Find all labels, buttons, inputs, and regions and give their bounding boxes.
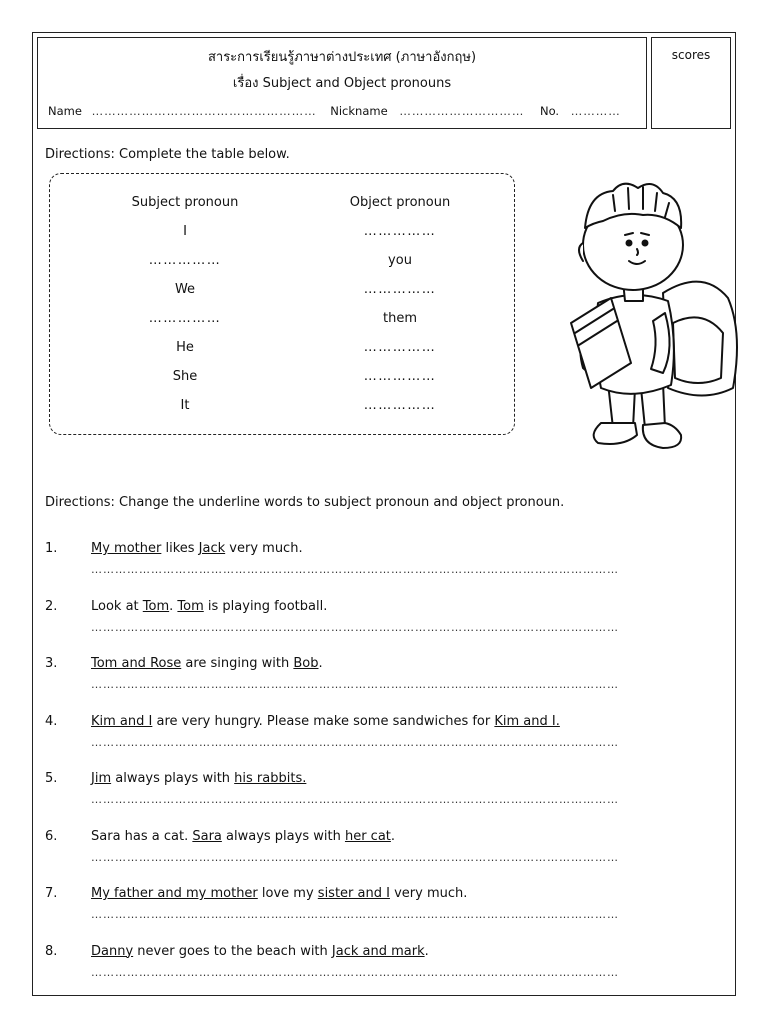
- sentence-fragment: never goes to the beach with: [133, 943, 332, 959]
- underlined-word: Sara: [192, 828, 222, 844]
- underlined-word: his rabbits.: [234, 771, 307, 786]
- question-text: [91, 656, 323, 671]
- object-cell[interactable]: ……………: [363, 340, 437, 355]
- question-text: [91, 771, 306, 786]
- subject-cell[interactable]: ……………: [148, 311, 222, 326]
- underlined-word: Kim and I: [91, 713, 153, 729]
- student-info-row: [48, 104, 636, 118]
- subject-column: [85, 192, 285, 424]
- object-header: Object pronoun: [349, 195, 451, 210]
- question-text: [91, 599, 327, 614]
- sentence-fragment: love my: [257, 886, 318, 901]
- question-number: 3.: [45, 656, 58, 671]
- scores-label: scores: [671, 48, 711, 62]
- answer-line[interactable]: ……………………………………………………………………………………………………………………: [91, 735, 619, 749]
- object-cell: them: [383, 311, 417, 326]
- question-text: [91, 944, 429, 959]
- answer-line[interactable]: ……………………………………………………………………………………………………………………: [91, 563, 619, 576]
- no-field[interactable]: …………: [570, 104, 621, 118]
- sentence-fragment: .: [169, 598, 178, 614]
- question-number: 2.: [45, 598, 58, 614]
- object-cell[interactable]: ……………: [363, 282, 437, 297]
- sentence-fragment: Look at: [91, 598, 143, 614]
- underlined-word: sister and I: [317, 886, 390, 901]
- question-number: 5.: [45, 771, 58, 786]
- question-text: [91, 886, 467, 901]
- sentence-fragment: .: [424, 943, 429, 959]
- name-field[interactable]: ………………………………………………: [91, 104, 317, 118]
- subject-header: Subject pronoun: [131, 195, 239, 210]
- no-label: No.: [539, 104, 560, 118]
- underlined-word: Tom: [177, 598, 204, 614]
- underlined-word: Danny: [91, 943, 134, 959]
- scores-box: [651, 37, 731, 129]
- underlined-word: Jack: [198, 541, 226, 556]
- question-text: [91, 829, 395, 844]
- sentence-fragment: are very hungry. Please make some sandwiches for: [152, 713, 495, 729]
- underlined-word: Tom: [142, 598, 170, 614]
- sentence-fragment: always plays with: [221, 828, 345, 844]
- answer-line[interactable]: ……………………………………………………………………………………………………………………: [91, 678, 619, 691]
- nickname-label: Nickname: [330, 104, 388, 118]
- subject-cell: It: [180, 398, 190, 413]
- answer-line[interactable]: ……………………………………………………………………………………………………………………: [91, 965, 619, 979]
- underlined-word: Kim and I.: [494, 713, 560, 729]
- header-line2: เรื่อง Subject and Object pronouns: [232, 76, 452, 91]
- sentence-fragment: is playing football.: [203, 598, 328, 614]
- sentence-fragment: very much.: [225, 541, 303, 556]
- object-cell[interactable]: ……………: [363, 369, 437, 384]
- question-number: 7.: [45, 886, 58, 901]
- question-text: [91, 541, 303, 556]
- header-box: [37, 37, 647, 129]
- sentence-fragment: Sara has a cat.: [91, 828, 193, 844]
- question-text: [91, 714, 560, 729]
- sentence-fragment: very much.: [389, 886, 468, 901]
- sentence-fragment: likes: [161, 541, 199, 556]
- question-number: 4.: [45, 713, 58, 729]
- sentence-fragment: .: [318, 656, 323, 671]
- underlined-word: My father and my mother: [91, 886, 258, 901]
- nickname-field[interactable]: …………………………: [399, 104, 525, 118]
- header-line1: สาระการเรียนรู้ภาษาต่างประเทศ (ภาษาอังกฤษ): [207, 50, 477, 65]
- subject-cell[interactable]: ……………: [148, 253, 222, 268]
- underlined-word: her cat: [344, 828, 391, 844]
- boy-with-backpack-illustration: [553, 173, 743, 453]
- answer-line[interactable]: ……………………………………………………………………………………………………………………: [91, 908, 619, 921]
- subject-cell: We: [174, 282, 196, 297]
- object-cell[interactable]: ……………: [363, 398, 437, 413]
- object-column: [300, 192, 500, 424]
- answer-line[interactable]: ……………………………………………………………………………………………………………………: [91, 620, 619, 634]
- directions-sentences: Directions: Change the underline words to subject pronoun and object pronoun.: [45, 495, 565, 510]
- sentence-fragment: .: [390, 828, 396, 844]
- subject-cell: I: [183, 224, 187, 239]
- subject-cell: He: [176, 340, 194, 355]
- sentence-fragment: are singing with: [181, 656, 294, 671]
- underlined-word: Bob: [293, 656, 319, 671]
- sentence-fragment: always plays with: [111, 771, 235, 786]
- answer-line[interactable]: ……………………………………………………………………………………………………………………: [91, 850, 619, 864]
- underlined-word: Jack and mark: [331, 943, 425, 959]
- underlined-word: Jim: [91, 771, 112, 786]
- directions-table: Directions: Complete the table below.: [45, 147, 290, 162]
- object-cell: you: [388, 253, 412, 268]
- pronoun-table: [49, 173, 515, 435]
- answer-line[interactable]: ……………………………………………………………………………………………………………………: [91, 793, 619, 806]
- worksheet-page: [32, 32, 736, 996]
- question-number: 1.: [45, 541, 58, 556]
- underlined-word: My mother: [91, 541, 162, 556]
- name-label: Name: [48, 104, 82, 118]
- question-number: 8.: [45, 943, 58, 959]
- subject-cell: She: [172, 369, 198, 384]
- underlined-word: Tom and Rose: [91, 656, 182, 671]
- question-number: 6.: [45, 828, 58, 844]
- object-cell[interactable]: ……………: [363, 224, 437, 239]
